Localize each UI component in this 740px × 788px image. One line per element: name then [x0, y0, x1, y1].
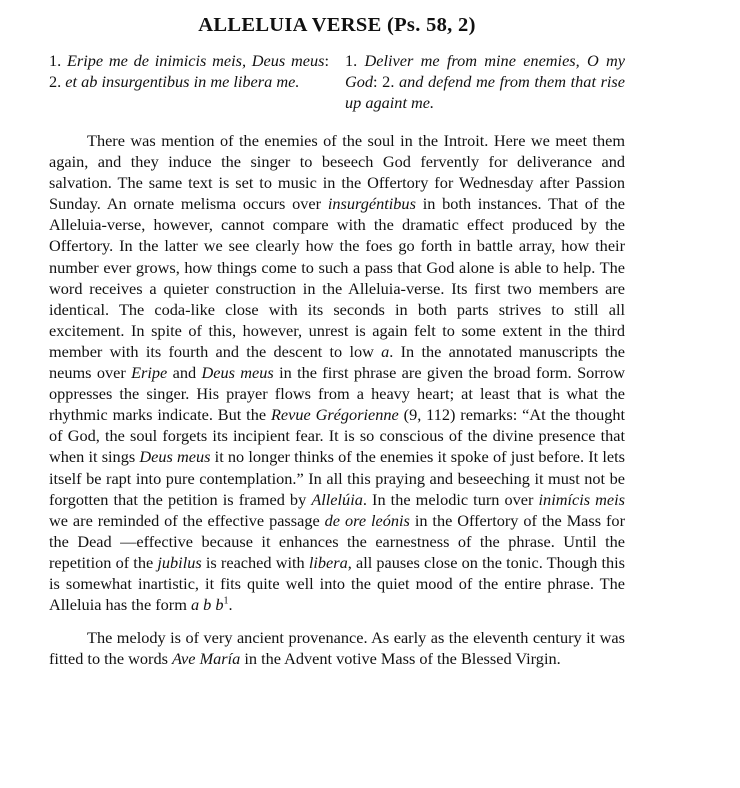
- para1-run: , all pauses close on the tonic. Though this is somewhat inartistic, it fits quite well into the quiet mood of the entire phrase. The Alleluia has the form: [49, 552, 625, 615]
- english-text-2: and defend me from them that rise up againt me.: [345, 72, 625, 112]
- page-title: ALLELUIA VERSE (Ps. 58, 2): [198, 14, 476, 36]
- para1-run: de ore leónis: [324, 510, 410, 530]
- para1-run: is reached with: [201, 552, 309, 572]
- english-number-1: 1.: [345, 51, 358, 70]
- commentary-paragraph-1: [49, 130, 625, 615]
- para1-run: libera: [308, 552, 348, 572]
- para1-run: 1: [223, 595, 229, 607]
- para1-run: Deus meus: [139, 447, 211, 467]
- para2-run: The melody is of very ancient provenance. As early as the eleventh century it was fitted to the words: [49, 628, 625, 669]
- english-text-1: Deliver me from mine enemies, O my God: [345, 51, 625, 91]
- para1-run: . In the melodic turn over: [362, 489, 539, 509]
- latin-separator: : 2.: [49, 51, 329, 91]
- para1-run: (9, 112) remarks: “At the thought of God, the soul forgets its incipient fear. It is so conscious of the divine presence that when it sings: [49, 405, 626, 467]
- para1-run: we are reminded of the effective passage: [49, 510, 325, 530]
- para1-run: jubilus: [157, 552, 202, 572]
- para1-run: in the first phrase are given the broad form. Sorrow oppresses the singer. His prayer flows from a heavy heart; at least that is what the rhythmic marks indicate. But the: [49, 363, 626, 425]
- para1-run: Revue Grégorienne: [270, 405, 399, 425]
- para1-run: insurgéntibus: [327, 194, 416, 214]
- para1-run: Eripe: [131, 363, 168, 383]
- para1-run: it no longer thinks of the enemies it spoke of just before. It lets itself be rapt into pure contemplation.” In all this praying and beseeching it must not be forgotten that the petition is framed by: [49, 447, 625, 509]
- para1-run: a: [381, 341, 390, 361]
- para2-run: Ave María: [172, 649, 241, 669]
- para1-run: in the Offertory of the Mass for the Dead —effective because it enhances the earnestness of the phrase. Until the repetition of the: [49, 510, 625, 572]
- para1-run: a b b: [190, 595, 224, 615]
- para1-run: inimícis meis: [538, 489, 626, 509]
- para1-run: in both instances. That of the Alleluia-verse, however, cannot compare with the dramatic effect produced by the Offertory. In the latter we see clearly how the foes go forth in battle array, how their number ever grows, how things come to such a pass that God alone is able to help. The word receives a quieter construction in the Alleluia-verse. Its first two members are identical. The coda-like close with its seconds in both parts strives to still all excitement. In spite of this, however, unrest is again felt to some extent in the third member with its fourth and the descent to low: [49, 194, 625, 361]
- english-verse: [345, 50, 625, 113]
- commentary-paragraph-2: [49, 627, 625, 669]
- latin-text-1: Eripe me de inimicis meis, Deus meus: [66, 51, 325, 70]
- verse-columns: [49, 50, 625, 113]
- page: [49, 12, 625, 681]
- para1-run: and: [167, 363, 202, 383]
- para1-run: Allelúia: [311, 489, 363, 509]
- para1-run: There was mention of the enemies of the soul in the Introit. Here we meet them again, and they induce the singer to beseech God fervently for deliverance and salvation. The same text is set to music in the Offertory for Wednesday after Passion Sunday. An ornate melisma occurs over: [49, 131, 625, 214]
- para1-run: .: [228, 595, 233, 615]
- latin-number-1: 1.: [49, 51, 62, 70]
- english-separator: : 2.: [373, 72, 395, 91]
- para1-run: Deus meus: [201, 363, 274, 383]
- para1-run: . In the annotated manuscripts the neums over: [49, 341, 626, 383]
- latin-verse: [49, 50, 329, 113]
- para2-run: in the Advent votive Mass of the Blessed Virgin.: [240, 649, 561, 669]
- latin-text-2: et ab insurgentibus in me libera me.: [65, 72, 300, 91]
